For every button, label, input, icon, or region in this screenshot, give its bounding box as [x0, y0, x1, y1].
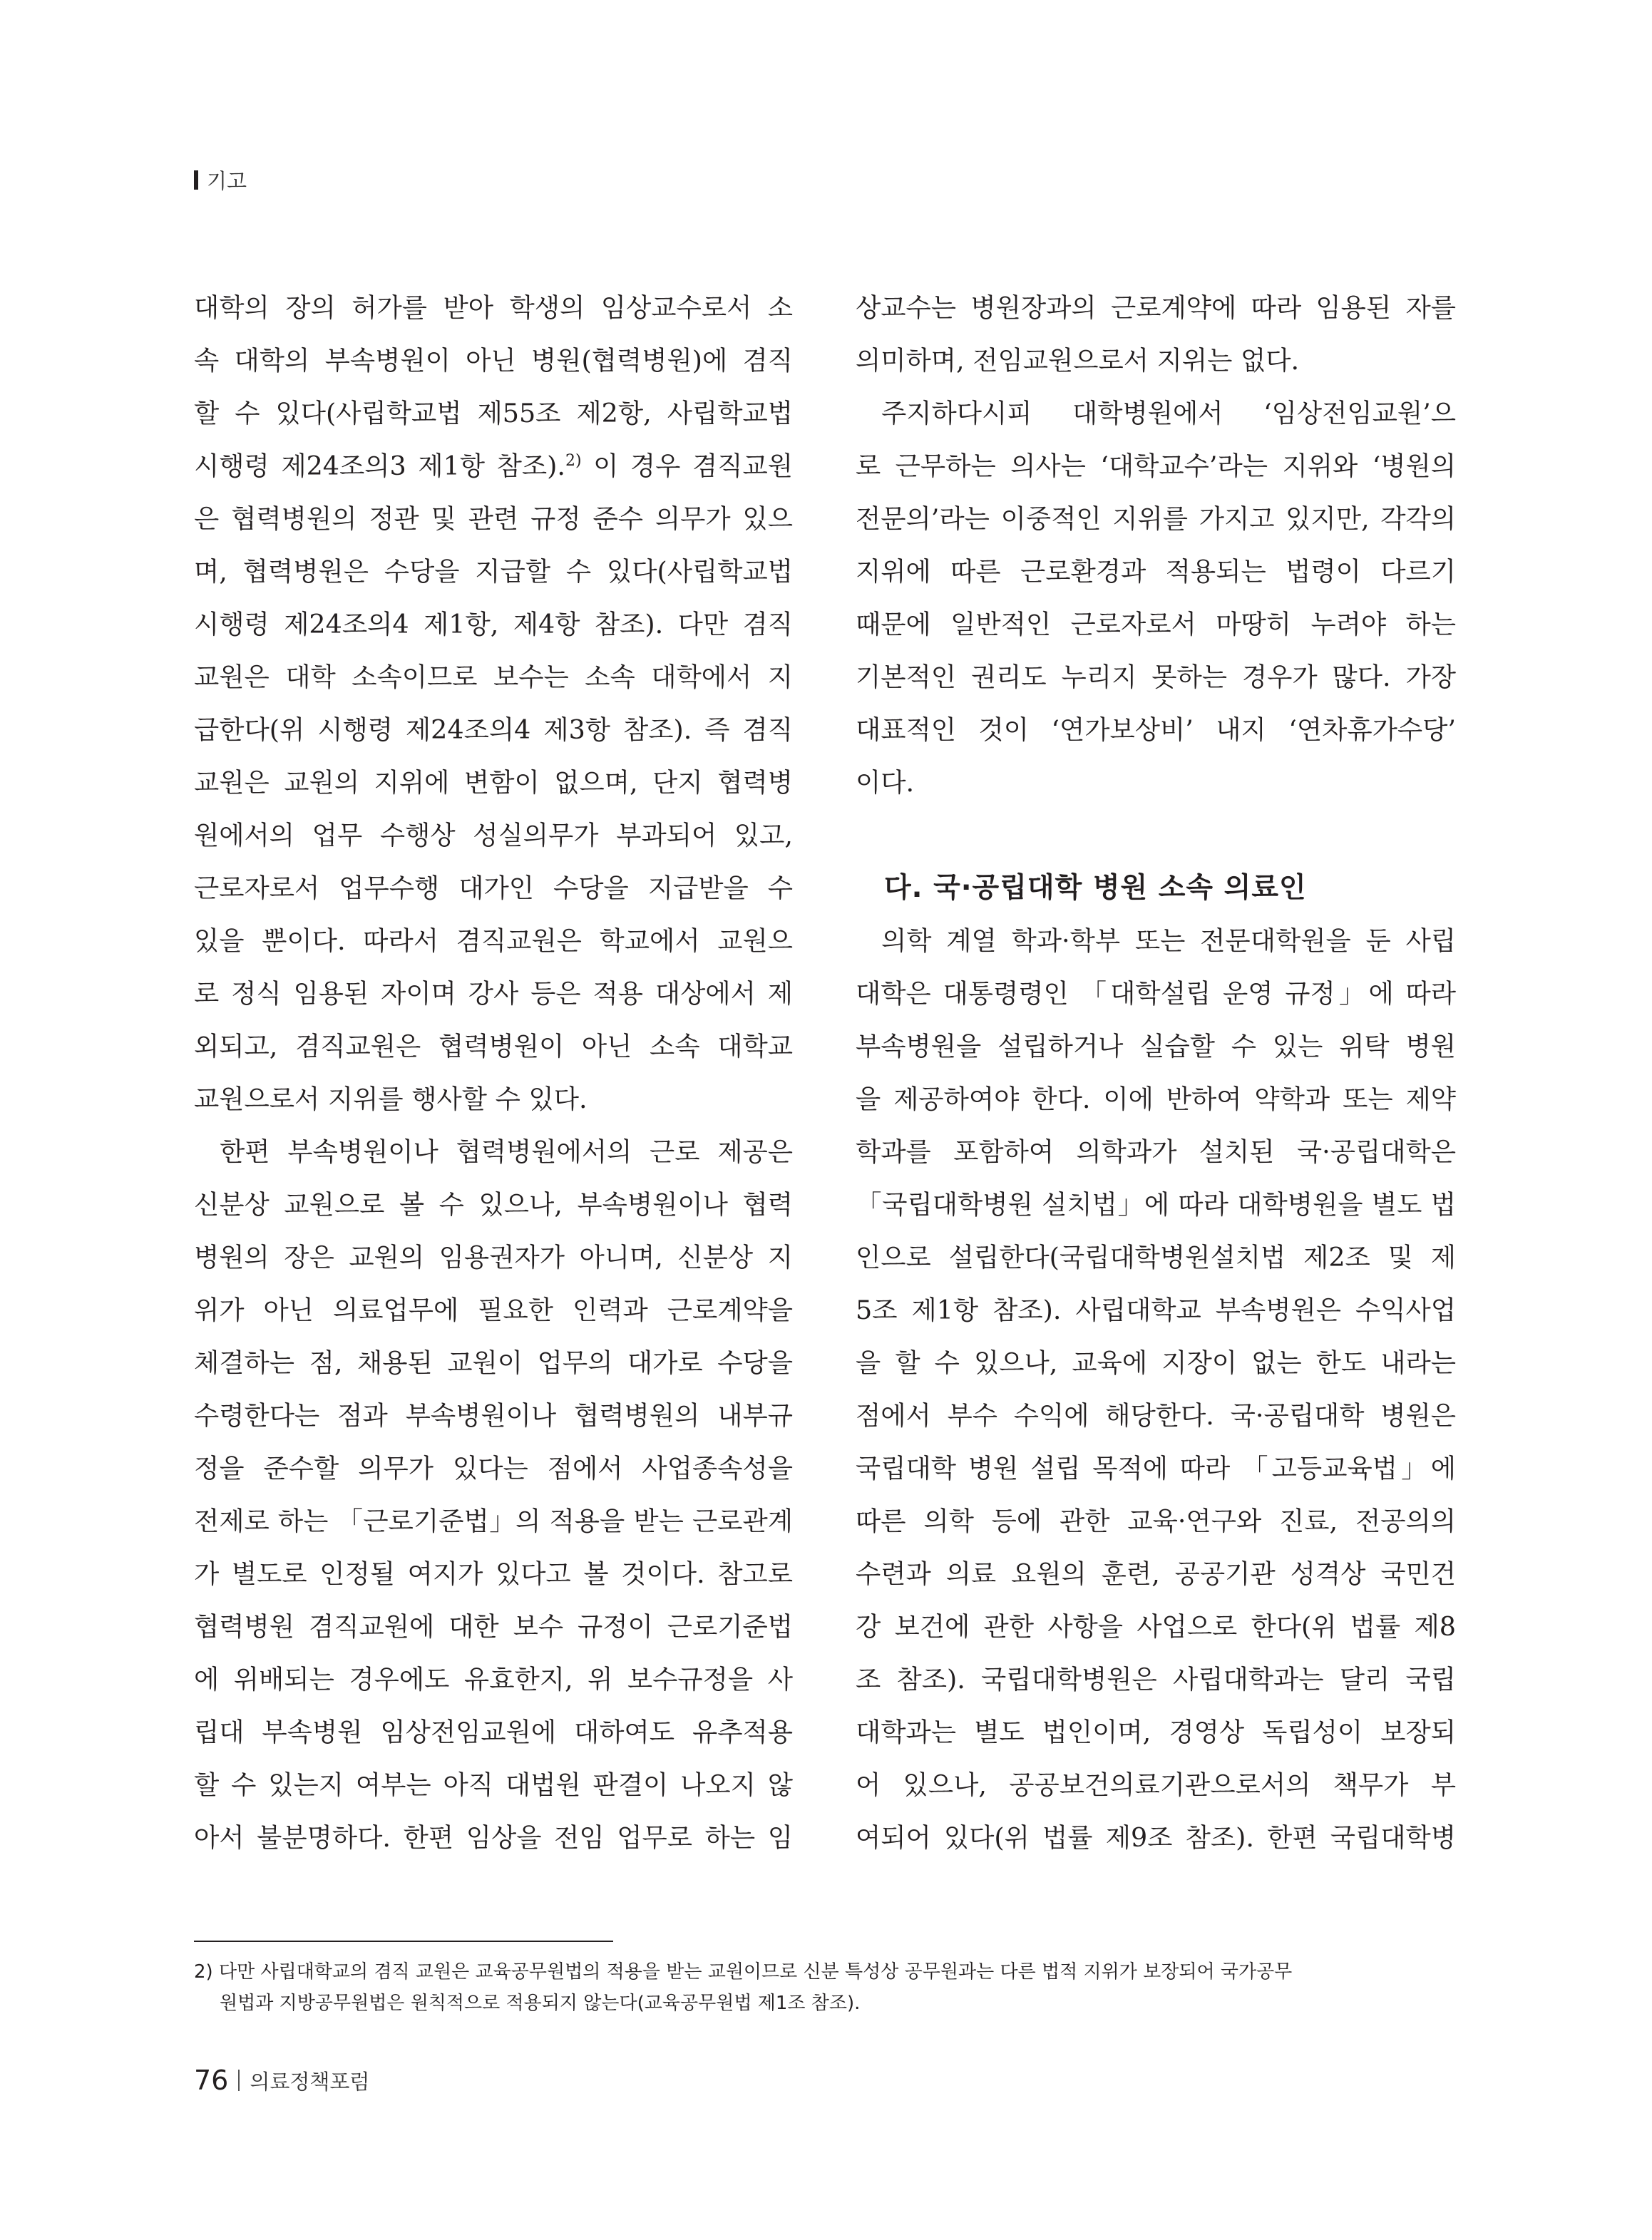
publication-name: 의료정책포럼 — [250, 2069, 370, 2094]
text-line: 수령한다는 점과 부속병원이나 협력병원의 내부규 — [194, 1400, 793, 1431]
text-line: 대학은 대통령령인 「대학설립 운영 규정」에 따라 — [856, 978, 1456, 1009]
text-line: 속 대학의 부속병원이 아닌 병원(협력병원)에 겸직 — [194, 345, 793, 376]
text-line: 외되고, 겸직교원은 협력병원이 아닌 소속 대학교 — [194, 1031, 793, 1062]
text-line: 대학의 장의 허가를 받아 학생의 임상교수로서 소 — [194, 292, 793, 323]
text-line: 대학과는 별도 법인이며, 경영상 독립성이 보장되 — [856, 1717, 1456, 1747]
text-line: 로 근무하는 의사는 ‘대학교수’라는 지위와 ‘병원의 — [856, 451, 1456, 481]
text-line: 의미하며, 전임교원으로서 지위는 없다. — [856, 345, 1300, 376]
text-line: 근로자로서 업무수행 대가인 수당을 지급받을 수 — [194, 873, 793, 903]
text-line: 대표적인 것이 ‘연가보상비’ 내지 ‘연차휴가수당’ — [856, 714, 1456, 745]
text-line: 정을 준수할 의무가 있다는 점에서 사업종속성을 — [194, 1453, 793, 1484]
footnote — [194, 1956, 1457, 2019]
text-line: 아서 불분명하다. 한편 임상을 전임 업무로 하는 임 — [194, 1822, 793, 1853]
text-line: 있을 뿐이다. 따라서 겸직교원은 학교에서 교원으 — [194, 925, 793, 956]
text-line: 가 별도로 인정될 여지가 있다고 볼 것이다. 참고로 — [194, 1558, 793, 1589]
text-line-with-footnote: 시행령 제24조의3 제1항 참조).$^{2)}$ 이 경우 겸직교원 — [194, 451, 793, 481]
text-line: 강 보건에 관한 사항을 사업으로 한다(위 법률 제8 — [856, 1611, 1456, 1642]
text-line: 로 정식 임용된 자이며 강사 등은 적용 대상에서 제 — [194, 978, 793, 1009]
text-line: 5조 제1항 참조). 사립대학교 부속병원은 수익사업 — [856, 1295, 1456, 1325]
text-line: 립대 부속병원 임상전임교원에 대하여도 유추적용 — [194, 1717, 793, 1747]
text-line: 지위에 따른 근로환경과 적용되는 법령이 다르기 — [856, 556, 1456, 587]
text-line: 은 협력병원의 정관 및 관련 규정 준수 의무가 있으 — [194, 503, 793, 534]
text-line: 한편 부속병원이나 협력병원에서의 근로 제공은 — [220, 1136, 793, 1167]
text-line: 협력병원 겸직교원에 대한 보수 규정이 근로기준법 — [194, 1611, 793, 1642]
section-header — [194, 165, 247, 195]
text-line: 전제로 하는 「근로기준법」의 적용을 받는 근로관계 — [194, 1506, 793, 1536]
text-line: 따른 의학 등에 관한 교육·연구와 진료, 전공의의 — [856, 1506, 1456, 1536]
footnote-line: 원법과 지방공무원법은 원칙적으로 적용되지 않는다(교육공무원법 제1조 참조). — [220, 1993, 861, 2014]
text-line: 여되어 있다(위 법률 제9조 참조). 한편 국립대학병 — [856, 1822, 1456, 1853]
text-line: 주지하다시피 대학병원에서 ‘임상전임교원’으 — [881, 398, 1456, 428]
header-bar-icon — [194, 170, 198, 190]
text-line: 이다. — [856, 767, 915, 798]
text-line: 을 제공하여야 한다. 이에 반하여 약학과 또는 제약 — [856, 1084, 1456, 1114]
text-line: 급한다(위 시행령 제24조의4 제3항 참조). 즉 겸직 — [194, 714, 793, 745]
text-line: 에 위배되는 경우에도 유효한지, 위 보수규정을 사 — [194, 1664, 793, 1695]
text-line: 조 참조). 국립대학병원은 사립대학과는 달리 국립 — [856, 1664, 1456, 1695]
text-line: 을 할 수 있으나, 교육에 지장이 없는 한도 내라는 — [856, 1347, 1456, 1378]
text-line: 원에서의 업무 수행상 성실의무가 부과되어 있고, — [194, 820, 793, 851]
text-line: 신분상 교원으로 볼 수 있으나, 부속병원이나 협력 — [194, 1189, 793, 1220]
right-column — [856, 282, 1456, 1864]
text-line: 상교수는 병원장과의 근로계약에 따라 임용된 자를 — [856, 292, 1456, 323]
footer-divider — [238, 2070, 240, 2091]
text-line: 「국립대학병원 설치법」에 따라 대학병원을 별도 법 — [856, 1189, 1456, 1220]
section-heading: 다. 국·공립대학 병원 소속 의료인 — [884, 872, 1307, 904]
text-line: 시행령 제24조의4 제1항, 제4항 참조). 다만 겸직 — [194, 609, 793, 639]
text-line: 국립대학 병원 설립 목적에 따라 「고등교육법」에 — [856, 1453, 1456, 1484]
text-line: 며, 협력병원은 수당을 지급할 수 있다(사립학교법 — [194, 556, 793, 587]
text-line: 기본적인 권리도 누리지 못하는 경우가 많다. 가장 — [856, 662, 1456, 692]
text-line: 부속병원을 설립하거나 실습할 수 있는 위탁 병원 — [856, 1031, 1456, 1062]
section-label: 기고 — [207, 169, 247, 193]
text-line: 할 수 있다(사립학교법 제55조 제2항, 사립학교법 — [194, 398, 793, 428]
text-line: 점에서 부수 수익에 해당한다. 국·공립대학 병원은 — [856, 1400, 1456, 1431]
text-line: 교원은 대학 소속이므로 보수는 소속 대학에서 지 — [194, 662, 793, 692]
page-footer — [194, 2065, 369, 2096]
footnote-divider — [194, 1941, 613, 1942]
text-line: 병원의 장은 교원의 임용권자가 아니며, 신분상 지 — [194, 1242, 793, 1273]
footnote-line: 2) 다만 사립대학교의 겸직 교원은 교육공무원법의 적용을 받는 교원이므로 신분 특성상 공무원과는 다른 법적 지위가 보장되어 국가공무 — [194, 1961, 1293, 1983]
text-line: 교원으로서 지위를 행사할 수 있다. — [194, 1084, 588, 1114]
text-line: 할 수 있는지 여부는 아직 대법원 판결이 나오지 않 — [194, 1769, 793, 1800]
left-column — [194, 282, 793, 1864]
text-line: 전문의’라는 이중적인 지위를 가지고 있지만, 각각의 — [856, 503, 1456, 534]
page-number: 76 — [194, 2065, 229, 2096]
footnote-ref: 2) — [565, 451, 582, 470]
text-line: 위가 아닌 의료업무에 필요한 인력과 근로계약을 — [194, 1295, 793, 1325]
text-line: 의학 계열 학과·학부 또는 전문대학원을 둔 사립 — [881, 925, 1456, 956]
text-line: 때문에 일반적인 근로자로서 마땅히 누려야 하는 — [856, 609, 1456, 639]
text-line: 교원은 교원의 지위에 변함이 없으며, 단지 협력병 — [194, 767, 793, 798]
paragraph-gap — [856, 809, 1456, 862]
text-line: 인으로 설립한다(국립대학병원설치법 제2조 및 제 — [856, 1242, 1456, 1273]
text-line: 학과를 포함하여 의학과가 설치된 국·공립대학은 — [856, 1136, 1456, 1167]
text-line: 체결하는 점, 채용된 교원이 업무의 대가로 수당을 — [194, 1347, 793, 1378]
text-line: 수련과 의료 요원의 훈련, 공공기관 성격상 국민건 — [856, 1558, 1456, 1589]
text-line: 어 있으나, 공공보건의료기관으로서의 책무가 부 — [856, 1769, 1456, 1800]
